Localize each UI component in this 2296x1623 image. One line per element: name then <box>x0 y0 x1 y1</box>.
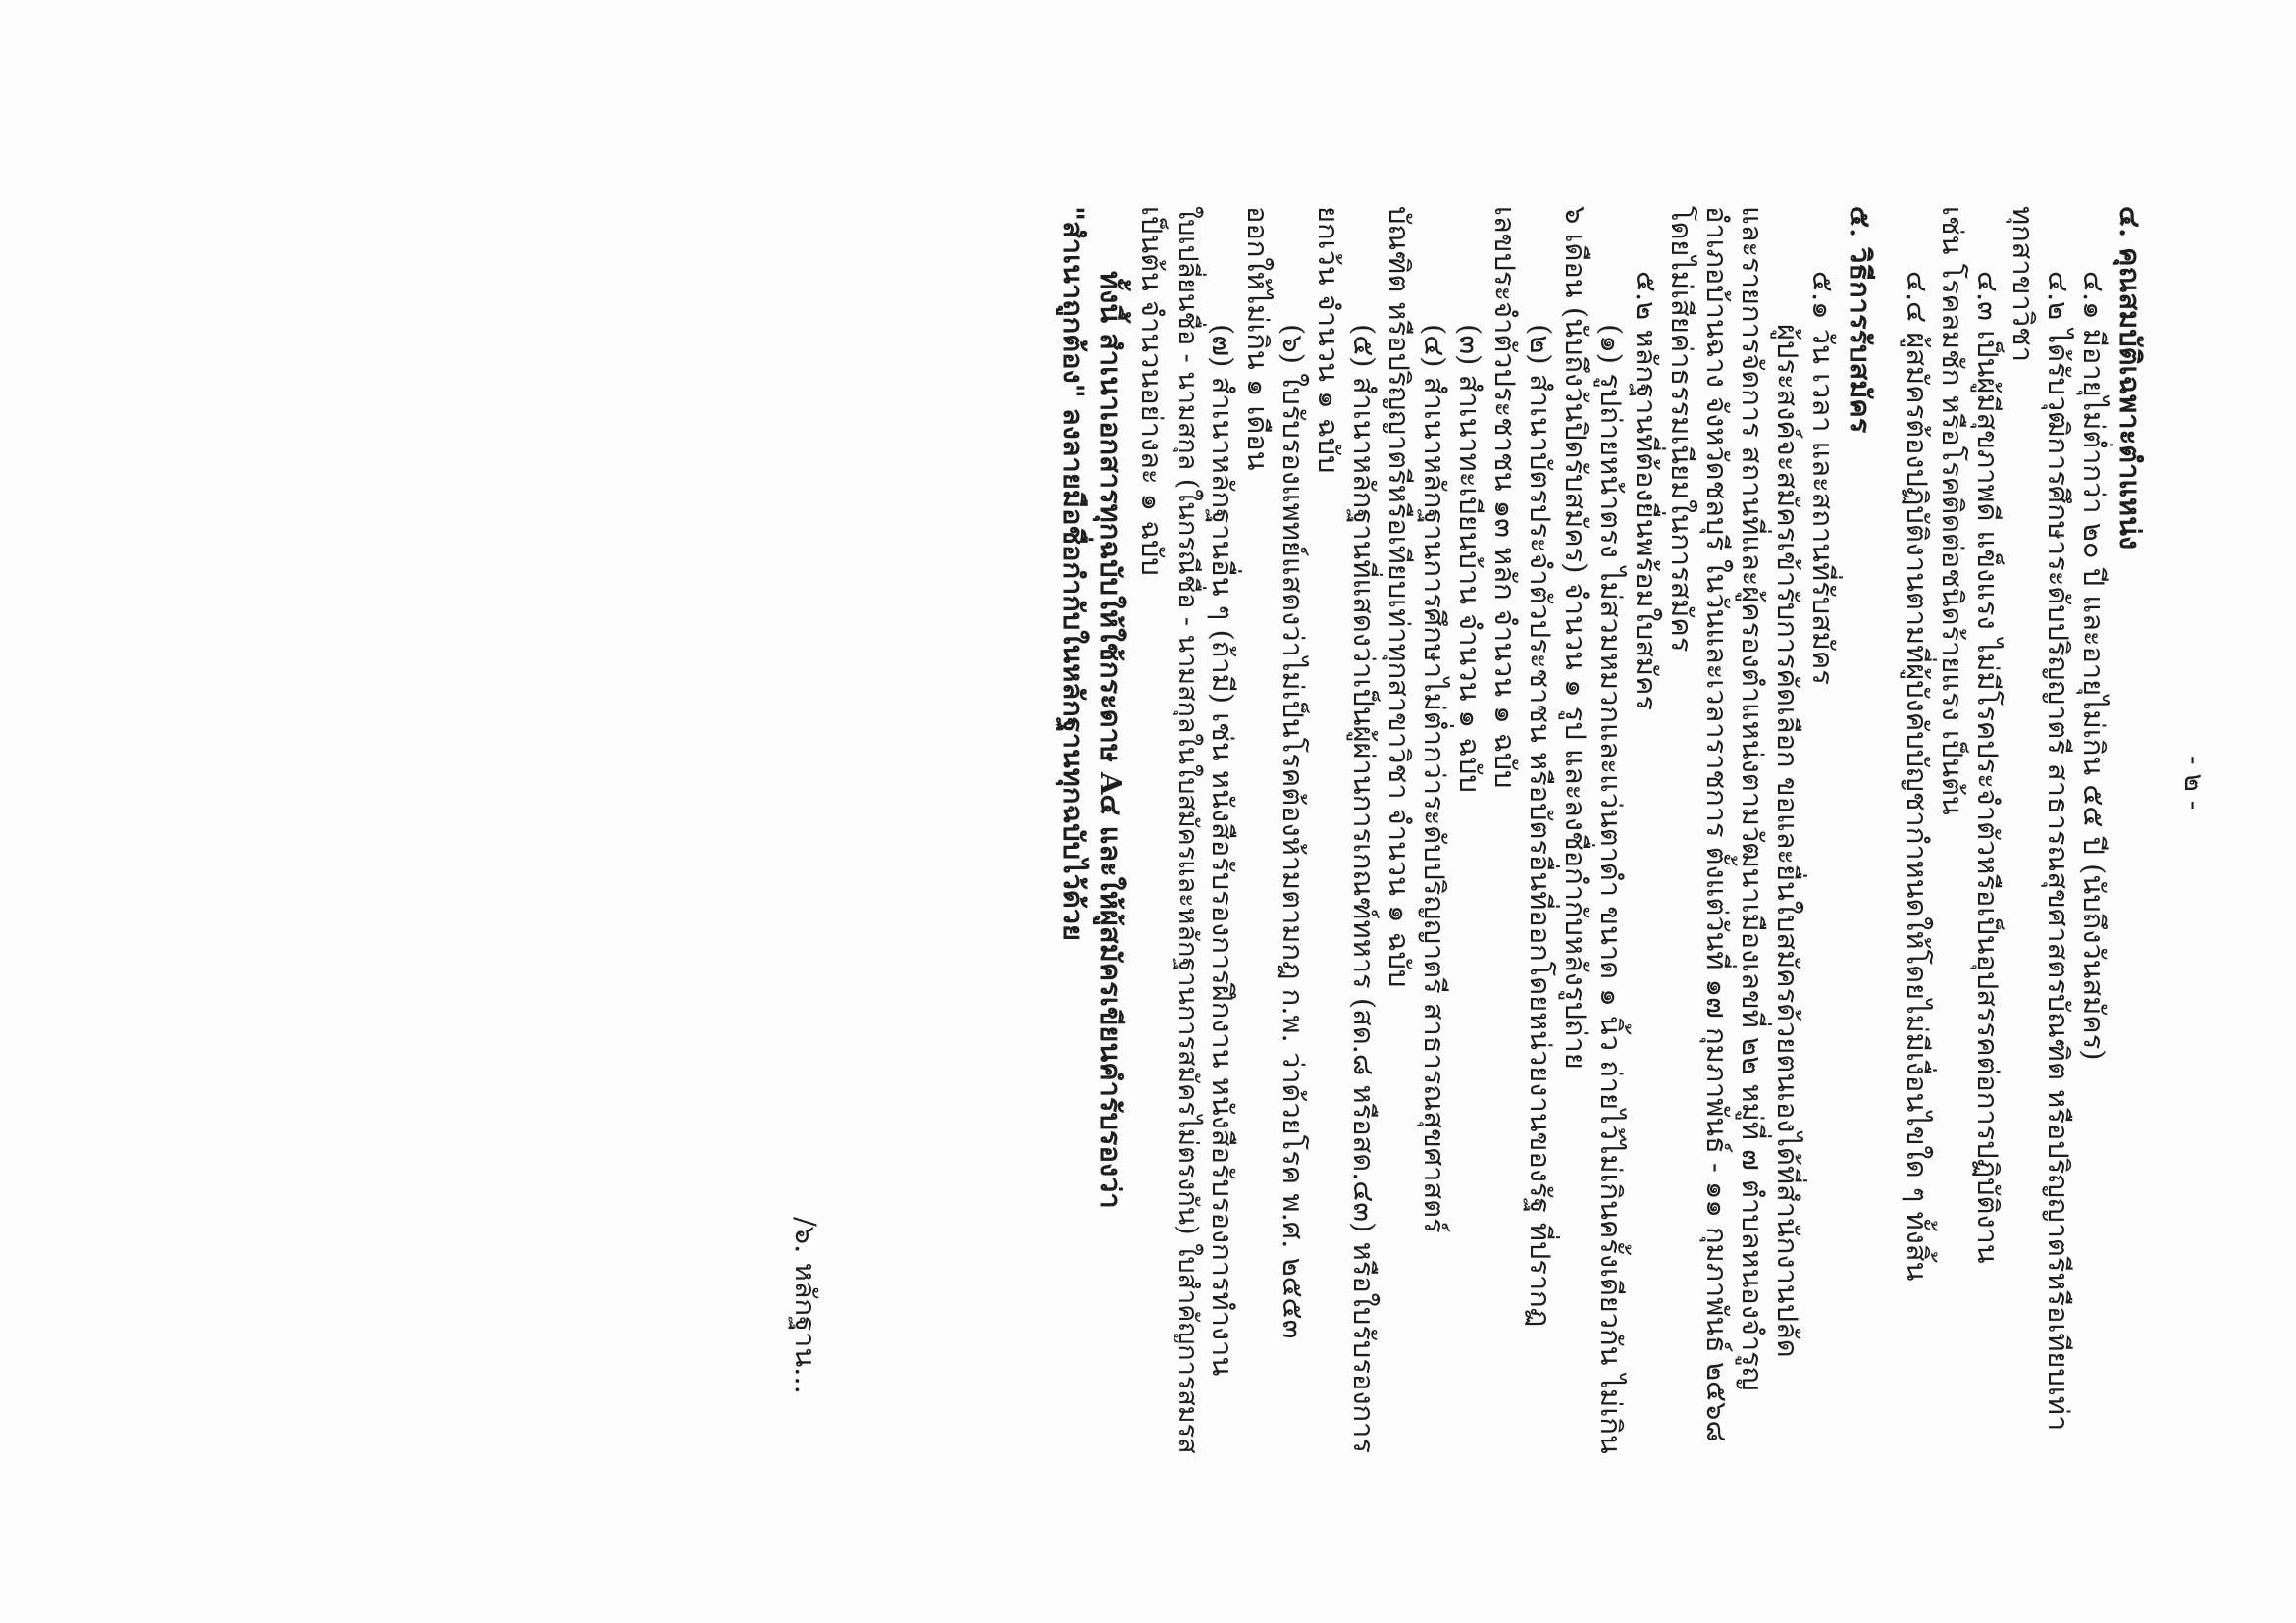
text-line: โดยไม่เสียค่าธรรมเนียมในการสมัคร <box>1665 206 1698 653</box>
text-line: เลขประจำตัวประชาชน ๑๓ หลัก จำนวน ๑ ฉบับ <box>1488 206 1522 789</box>
text-line: ๕.๒ หลักฐานที่ต้องยื่นพร้อมใบสมัคร <box>1630 271 1663 710</box>
text-line: ๔.๓ เป็นผู้มีสุขภาพดี แข็งแรง ไม่มีโรคประจำตัวหรือเป็นอุปสรรคต่อการปฏิบัติงาน <box>1971 271 2005 1264</box>
section-heading-qualifications: ๔. คุณสมบัติเฉพาะตำแหน่ง <box>2113 206 2147 550</box>
text-line: (๔) สำเนาหลักฐานการศึกษาไม่ต่ำกว่าระดับปริญญาตรี สาธารณสุขศาสตร์ <box>1418 324 1451 1233</box>
text-line: ผู้ประสงค์จะสมัครเข้ารับการคัดเลือก ขอและยื่นใบสมัครด้วยตนเองได้ที่สำนักงานปลัด <box>1771 324 1804 1358</box>
text-line: เป็นต้น จำนวนอย่างละ ๑ ฉบับ <box>1135 206 1169 576</box>
text-line: และรายการจัดการ สถานที่และผู้ครองตำแหน่งตามวัฒนาเมืองเลขที่ ๒๒ หมู่ที่ ๗ ตำบลหนองจำรูญ <box>1736 206 1769 1391</box>
text-line: เช่น โรคลมชัก หรือโรคติดต่อชนิดร้ายแรง เป็นต้น <box>1936 206 1969 815</box>
text-line: ๔.๒ ได้รับวุฒิการศึกษาระดับปริญญาตรี สาธารณสุขศาสตรบัณฑิต หรือปริญญาตรีหรือเทียบเท่า <box>2042 271 2075 1432</box>
text-line: ใบเปลี่ยนชื่อ - นามสกุล (ในกรณีชื่อ - นามสกุลในใบสมัครและหลักฐานการสมัครไม่ตรงกัน) ใบสำคัญการสมรส <box>1173 206 1203 1454</box>
page-footer-continuation: /๖. หลักฐาน... <box>789 1217 822 1394</box>
text-line: (๓) สำเนาทะเบียนบ้าน จำนวน ๑ ฉบับ <box>1453 324 1487 793</box>
text-line: ยกเว้น จำนวน ๑ ฉบับ <box>1312 206 1345 474</box>
text-line-bold: ทั้งนี้ สำเนาเอกสารทุกฉบับให้ใช้กระดาษ A๔ และให้ผู้สมัครเขียนคำรับรองว่า <box>1094 271 1127 1209</box>
text-line: (๕) สำเนาหลักฐานที่แสดงว่าเป็นผู้ผ่านการเกณฑ์ทหาร (สด.๘ หรือสด.๔๓) หรือใบรับรองการ <box>1347 324 1381 1453</box>
text-line: ๔.๔ ผู้สมัครต้องปฏิบัติงานตามที่ผู้บังคับบัญชากำหนดให้โดยไม่มีเงื่อนไขใด ๆ ทั้งสิ้น <box>1901 271 1934 1282</box>
section-heading-application: ๕. วิธีการรับสมัคร <box>1844 206 1877 434</box>
text-line-bold: "สำเนาถูกต้อง" ลงลายมือชื่อกำกับในหลักฐานทุกฉบับไว้ด้วย <box>1057 206 1090 942</box>
text-line: (๑) รูปถ่ายหน้าตรง ไม่สวมหมวกและแว่นตาดำ ขนาด ๑ นิ้ว ถ่ายไว้ไม่เกินครั้งเดียวกัน ไม่เกิน <box>1594 324 1628 1454</box>
text-line: ออกให้ไม่เกิน ๑ เดือน <box>1241 206 1275 471</box>
text-line: ๔.๑ มีอายุไม่ต่ำกว่า ๒๐ ปี และอายุไม่เกิน ๕๕ ปี (นับถึงวันสมัคร) <box>2077 271 2111 1061</box>
text-line: ทุกสาขาวิชา <box>2007 206 2040 363</box>
text-line: (๒) สำเนาบัตรประจำตัวประชาชน หรือบัตรอื่นที่ออกโดยหน่วยงานของรัฐ ที่ปรากฏ <box>1524 324 1557 1328</box>
text-line: (๖) ใบรับรองแพทย์แสดงว่าไม่เป็นโรคต้องห้ามตามกฎ ก.พ. ว่าด้วยโรค พ.ศ. ๒๕๕๓ <box>1277 324 1310 1339</box>
text-line: บัณฑิต หรือปริญญาตรีหรือเทียบเท่าทุกสาขาวิชา จำนวน ๑ ฉบับ <box>1383 206 1416 988</box>
page-number: - ๒ - <box>2178 756 2211 811</box>
text-line: ๖ เดือน (นับถึงวันปิดรับสมัคร) จำนวน ๑ รูป และลงชื่อกำกับหลังรูปถ่าย <box>1559 206 1592 1070</box>
text-line: อำเภอบ้านฉาง จังหวัดชลบุรี ในวันและเวลาราชการ ตั้งแต่วันที่ ๑๗ กุมภาพันธ์ - ๑๑ กุมภาพันธ์ ๒๕๖๘ <box>1700 206 1734 1442</box>
text-line: ๕.๑ วัน เวลา และสถานที่รับสมัคร <box>1806 271 1840 685</box>
text-line: (๗) สำเนาหลักฐานอื่น ๆ (ถ้ามี) เช่น หนังสือรับรองการฝึกงาน หนังสือรับรองการทำงาน <box>1206 324 1239 1377</box>
